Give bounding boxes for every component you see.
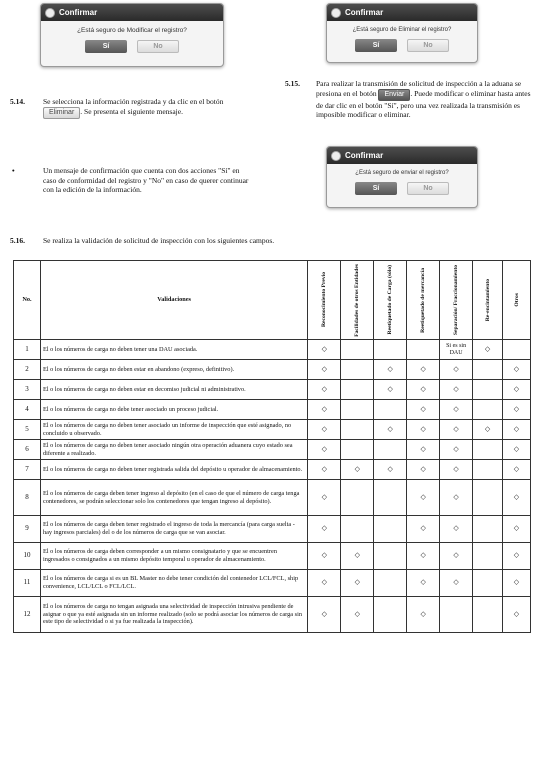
row-mark-cell: ◇ (440, 420, 473, 440)
row-validation-text: El o los números de carga no deben estar en decomiso judicial ni administrativo. (40, 380, 307, 400)
dialog-title: Confirmar (59, 8, 98, 17)
header-col (407, 261, 440, 340)
header-label: Facilidades de otros Entidades (354, 263, 361, 337)
row-number: 3 (14, 380, 41, 400)
table-row (14, 440, 531, 460)
row-mark-cell: ◇ (341, 460, 374, 480)
row-validation-text: El o los números de carga deben tener ingreso al depósito (en el caso de que el número de carga tenga contenedores, se podrán seleccionar solo los contenedores que tengan ingreso al depósito). (40, 480, 307, 516)
header-label: Reconocimiento Previo (321, 272, 328, 328)
row-mark-cell (473, 440, 503, 460)
dialog-message: ¿Está seguro de enviar el registro? (355, 170, 449, 176)
row-mark-cell: ◇ (407, 543, 440, 570)
row-number: 8 (14, 480, 41, 516)
row-mark-cell: ◇ (473, 420, 503, 440)
row-mark-cell: ◇ (308, 360, 341, 380)
table-row (14, 597, 531, 633)
header-validaciones: Validaciones (40, 261, 307, 340)
header-no: No. (14, 261, 41, 340)
table-row (14, 460, 531, 480)
row-mark-cell: ◇ (440, 516, 473, 543)
row-mark-cell (503, 340, 531, 360)
row-mark-cell: ◇ (341, 597, 374, 633)
no-button[interactable]: No (407, 39, 449, 52)
row-mark-cell: ◇ (473, 340, 503, 360)
row-mark-cell: ◇ (407, 360, 440, 380)
row-number: 2 (14, 360, 41, 380)
row-mark-cell: ◇ (341, 543, 374, 570)
send-button[interactable]: Enviar (378, 89, 410, 101)
row-mark-cell: ◇ (407, 570, 440, 597)
row-mark-cell: ◇ (374, 380, 407, 400)
header-label: Reetiquetado de Carga (sólo) (387, 265, 394, 335)
section-number: 5.16. (10, 236, 25, 245)
bullet-mark: • (12, 166, 15, 175)
row-mark-cell: Si es sin DAU (440, 340, 473, 360)
row-number: 5 (14, 420, 41, 440)
row-validation-text: El o los números de carga no debe tener asociado un proceso judicial. (40, 400, 307, 420)
section-text: . Se presenta el siguiente mensaje. (80, 106, 183, 116)
row-mark-cell (341, 480, 374, 516)
row-mark-cell: ◇ (341, 570, 374, 597)
row-number: 10 (14, 543, 41, 570)
confirm-delete-dialog (326, 3, 478, 63)
row-mark-cell: ◇ (374, 420, 407, 440)
row-mark-cell: ◇ (308, 597, 341, 633)
row-mark-cell: ◇ (440, 460, 473, 480)
header-label: Reetiquetado de mercancía (420, 267, 427, 333)
dialog-message: ¿Está seguro de Modificar el registro? (77, 27, 187, 34)
row-mark-cell (473, 400, 503, 420)
section-text: Se selecciona la información registrada y da clic en el botón (43, 97, 224, 106)
row-mark-cell (374, 597, 407, 633)
row-mark-cell: ◇ (374, 360, 407, 380)
header-col (503, 261, 531, 340)
row-mark-cell (374, 400, 407, 420)
row-mark-cell: ◇ (503, 400, 531, 420)
header-col (308, 261, 341, 340)
row-mark-cell (473, 516, 503, 543)
row-mark-cell: ◇ (308, 420, 341, 440)
section-text: Para realizar la transmisión de solicitud de inspección a la aduana se presiona en el botón (316, 79, 522, 98)
table-row (14, 420, 531, 440)
row-mark-cell: ◇ (308, 480, 341, 516)
row-mark-cell (473, 480, 503, 516)
table-row (14, 516, 531, 543)
dialog-title: Confirmar (345, 8, 384, 17)
header-label: Re-encintamiento (484, 278, 491, 322)
no-button[interactable]: No (407, 182, 449, 195)
row-mark-cell (473, 360, 503, 380)
table-row (14, 400, 531, 420)
row-validation-text: El o los números de carga no tengan asignada una selectividad de inspección intrusiva pendiente de asignar o que ya esté asignada sin un informe realizado (solo se podrá asociar los números de carga sin este tipo de selectividad o si ya fue realizada la inspección). (40, 597, 307, 633)
row-number: 9 (14, 516, 41, 543)
row-mark-cell: ◇ (308, 516, 341, 543)
header-col (473, 261, 503, 340)
row-mark-cell (341, 340, 374, 360)
row-mark-cell: ◇ (407, 380, 440, 400)
row-mark-cell (341, 380, 374, 400)
row-validation-text: El o los números de carga deben corresponder a un mismo consignatario y que se encuentren ingresados o consignados a un mismo depósito temporal u operador de almacenamiento. (40, 543, 307, 570)
row-mark-cell (374, 440, 407, 460)
table-body (14, 340, 531, 633)
row-mark-cell: ◇ (407, 420, 440, 440)
row-mark-cell: ◇ (407, 480, 440, 516)
delete-button[interactable]: Eliminar (43, 107, 80, 119)
section-516-text: Se realiza la validación de solicitud de inspección con los siguientes campos. (43, 236, 275, 245)
row-number: 4 (14, 400, 41, 420)
row-mark-cell: ◇ (440, 360, 473, 380)
row-mark-cell: ◇ (308, 543, 341, 570)
row-mark-cell: ◇ (407, 440, 440, 460)
row-mark-cell (473, 543, 503, 570)
table-header-row (14, 261, 531, 340)
row-mark-cell: ◇ (308, 340, 341, 360)
dialog-title: Confirmar (345, 151, 384, 160)
validations-table (13, 260, 531, 633)
row-mark-cell: ◇ (503, 480, 531, 516)
row-validation-text: El o los números de carga no deben estar en abandono (expreso, definitivo). (40, 360, 307, 380)
row-mark-cell: ◇ (440, 543, 473, 570)
header-col (341, 261, 374, 340)
bullet-text: Un mensaje de confirmación que cuenta con dos acciones "Sí" en caso de conformidad del registro y "No" en caso de querer continuar con la edición de la información. (43, 166, 249, 194)
row-mark-cell: ◇ (503, 597, 531, 633)
row-mark-cell: ◇ (308, 400, 341, 420)
yes-button[interactable]: Sí (355, 182, 397, 195)
table-row (14, 543, 531, 570)
row-mark-cell (407, 340, 440, 360)
dialog-title-bar (327, 147, 477, 164)
row-number: 7 (14, 460, 41, 480)
table-row (14, 360, 531, 380)
confirm-send-dialog (326, 146, 478, 208)
row-validation-text: El o los números de carga si es un BL Master no debe tener condición del contenedor LCL/FCL, ship convenience, LCL/LCL o FCL/LCL. (40, 570, 307, 597)
confirm-icon (45, 8, 55, 18)
row-mark-cell: ◇ (440, 400, 473, 420)
header-col (374, 261, 407, 340)
section-515-text (316, 79, 531, 120)
row-number: 6 (14, 440, 41, 460)
row-mark-cell (374, 543, 407, 570)
confirm-icon (331, 8, 341, 18)
row-mark-cell (341, 420, 374, 440)
row-mark-cell: ◇ (407, 597, 440, 633)
row-mark-cell (374, 340, 407, 360)
yes-button[interactable]: Sí (355, 39, 397, 52)
row-mark-cell (341, 440, 374, 460)
row-mark-cell (473, 570, 503, 597)
row-mark-cell: ◇ (440, 380, 473, 400)
header-col (440, 261, 473, 340)
row-mark-cell: ◇ (407, 400, 440, 420)
row-validation-text: El o los números de carga no deben tener registrada salida del depósito u operador de almacenamiento. (40, 460, 307, 480)
dialog-title-bar (41, 4, 223, 21)
row-mark-cell: ◇ (503, 543, 531, 570)
row-mark-cell (374, 570, 407, 597)
row-mark-cell: ◇ (503, 460, 531, 480)
table-row (14, 340, 531, 360)
row-mark-cell: ◇ (440, 440, 473, 460)
row-number: 1 (14, 340, 41, 360)
row-mark-cell (341, 516, 374, 543)
section-number: 5.15. (285, 79, 300, 88)
row-mark-cell (341, 360, 374, 380)
row-mark-cell: ◇ (374, 460, 407, 480)
row-mark-cell: ◇ (407, 460, 440, 480)
no-button[interactable]: No (137, 40, 179, 53)
yes-button[interactable]: Sí (85, 40, 127, 53)
row-mark-cell: ◇ (308, 440, 341, 460)
row-mark-cell: ◇ (503, 380, 531, 400)
row-mark-cell: ◇ (308, 460, 341, 480)
row-validation-text: El o los números de carga no deben tener una DAU asociada. (40, 340, 307, 360)
dialog-title-bar (327, 4, 477, 21)
row-mark-cell (473, 597, 503, 633)
row-mark-cell (374, 516, 407, 543)
row-mark-cell: ◇ (503, 420, 531, 440)
row-mark-cell: ◇ (407, 516, 440, 543)
row-mark-cell (473, 460, 503, 480)
row-mark-cell (341, 400, 374, 420)
row-mark-cell: ◇ (503, 516, 531, 543)
dialog-message: ¿Está seguro de Eliminar el registro? (352, 27, 452, 33)
row-mark-cell (473, 380, 503, 400)
header-label: Otros (513, 293, 520, 307)
row-mark-cell: ◇ (503, 440, 531, 460)
row-mark-cell (374, 480, 407, 516)
row-mark-cell (440, 597, 473, 633)
row-validation-text: El o los números de carga no deben tener asociado ningún otra operación aduanera cuyo estado sea diferente a realizado. (40, 440, 307, 460)
confirm-modify-dialog (40, 3, 224, 67)
section-text: . Puede modificar o eliminar hasta antes de dar clic en el botón "Sí", pero una vez realizada la transmisión es imposible modificar o eliminar. (316, 88, 531, 119)
row-validation-text: El o los números de carga no deben tener asociado un informe de inspección que esté asignado, no concluido u observado. (40, 420, 307, 440)
header-label: Separación/ Fraccionamiento (453, 264, 460, 336)
row-mark-cell: ◇ (308, 380, 341, 400)
row-mark-cell: ◇ (440, 570, 473, 597)
table-row (14, 570, 531, 597)
section-number: 5.14. (10, 97, 25, 106)
row-mark-cell: ◇ (503, 570, 531, 597)
section-514-text (43, 97, 253, 119)
confirm-icon (331, 151, 341, 161)
row-number: 12 (14, 597, 41, 633)
table-row (14, 380, 531, 400)
row-mark-cell: ◇ (503, 360, 531, 380)
row-number: 11 (14, 570, 41, 597)
table-row (14, 480, 531, 516)
row-mark-cell: ◇ (440, 480, 473, 516)
row-mark-cell: ◇ (308, 570, 341, 597)
row-validation-text: El o los números de carga deben tener registrado el ingreso de toda la mercancía (para carga suelta - hay ingresos parciales) del o de los números de carga que se van asociar. (40, 516, 307, 543)
